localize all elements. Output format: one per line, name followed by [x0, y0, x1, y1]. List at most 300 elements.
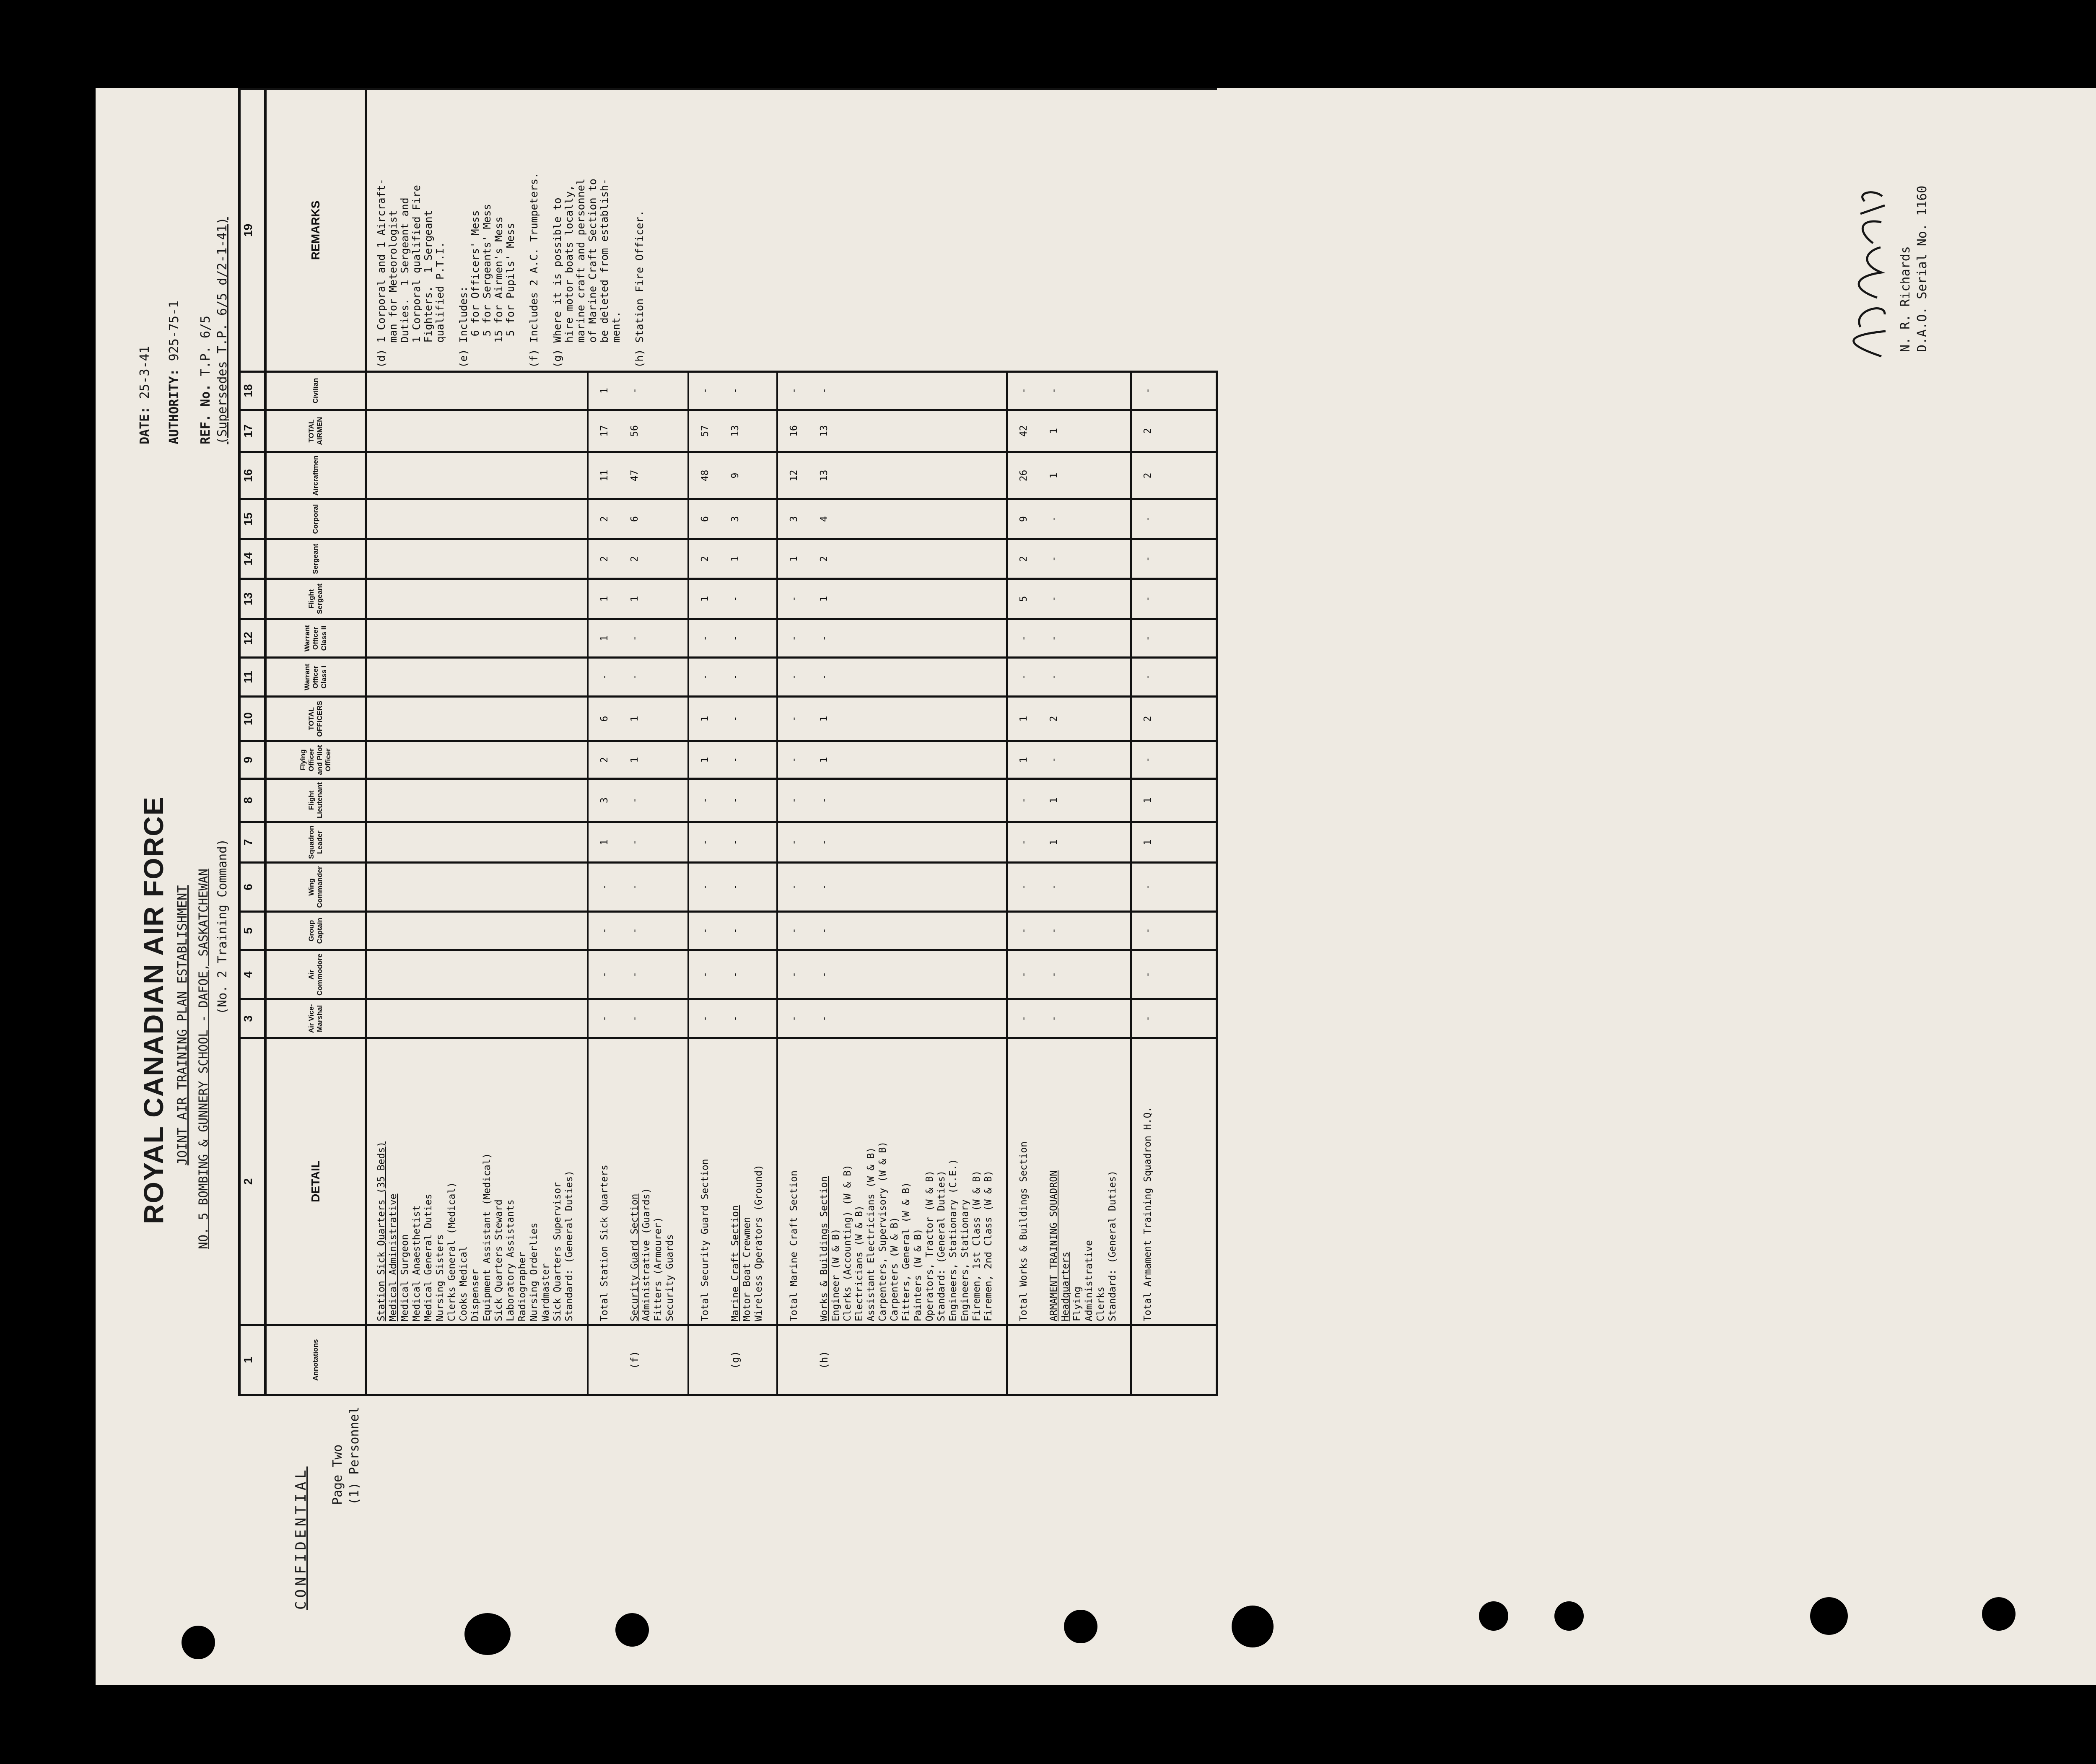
- total-value: 1: [588, 579, 620, 619]
- total-value: -: [1007, 863, 1040, 911]
- position-title: Medical Surgeon: [399, 1234, 410, 1322]
- value-cell: -: [1040, 619, 1131, 658]
- total-value: -: [777, 822, 810, 863]
- value-cell: [366, 499, 588, 539]
- value-cell: [366, 658, 588, 697]
- position-title: Firemen, 1st Class (W & B): [971, 1170, 982, 1322]
- blank-cell: [1164, 1038, 1217, 1325]
- total-value: 2: [1131, 452, 1164, 499]
- value-cell: [366, 579, 588, 619]
- position-title: Headquarters: [1060, 1251, 1071, 1322]
- total-value: 1: [688, 579, 721, 619]
- value-cell: 1: [1040, 779, 1131, 822]
- date-value: 25-3-41: [137, 346, 152, 399]
- column-header-rank: Air Vice-Marshal: [265, 999, 366, 1038]
- total-value: -: [1007, 911, 1040, 950]
- column-header-rank: Civilian: [265, 371, 366, 410]
- column-number: 19: [239, 89, 265, 372]
- total-value: -: [688, 863, 721, 911]
- total-value: -: [688, 371, 721, 410]
- total-value: -: [1131, 863, 1164, 911]
- total-value: -: [1007, 658, 1040, 697]
- column-number: 7: [239, 822, 265, 863]
- blank-cell: [1164, 999, 1217, 1038]
- blank-cell: [1164, 822, 1217, 863]
- column-header-rank: Wing Commander: [265, 863, 366, 911]
- total-value: 26: [1007, 452, 1040, 499]
- total-value: -: [1007, 950, 1040, 999]
- value-cell: 13: [810, 410, 1007, 452]
- total-value: -: [1131, 619, 1164, 658]
- establishment-table: [238, 88, 1218, 1396]
- column-number: 16: [239, 452, 265, 499]
- blank-cell: [1164, 1325, 1217, 1395]
- total-value: -: [1131, 371, 1164, 410]
- value-cell: 1: [810, 696, 1007, 741]
- value-cell: -: [1040, 499, 1131, 539]
- blank-cell: [1164, 410, 1217, 452]
- total-value: 5: [1007, 579, 1040, 619]
- value-cell: -: [1040, 741, 1131, 779]
- value-cell: [366, 371, 588, 410]
- total-value: 1: [1131, 822, 1164, 863]
- supersedes-note: (Supersedes T.P. 6/5 d/2-1-41): [215, 217, 230, 444]
- total-label: Total Station Sick Quarters: [588, 1038, 620, 1325]
- position-title: Radiographer: [517, 1251, 528, 1322]
- value-cell: -: [721, 863, 777, 911]
- column-header-rank: Flight Sergeant: [265, 579, 366, 619]
- total-value: -: [1007, 371, 1040, 410]
- total-value: -: [688, 779, 721, 822]
- position-title: Cooks Medical: [458, 1246, 469, 1322]
- value-cell: -: [810, 911, 1007, 950]
- value-cell: -: [620, 619, 688, 658]
- total-value: -: [1007, 999, 1040, 1038]
- column-number: 17: [239, 410, 265, 452]
- value-cell: [366, 822, 588, 863]
- value-cell: [366, 619, 588, 658]
- value-cell: 9: [721, 452, 777, 499]
- total-value: 6: [688, 499, 721, 539]
- value-cell: [366, 999, 588, 1038]
- position-title: Electricians (W & B): [854, 1205, 865, 1322]
- value-cell: 1: [1040, 452, 1131, 499]
- value-cell: 1: [620, 741, 688, 779]
- total-value: 2: [1007, 539, 1040, 578]
- detail-cell: [620, 1038, 688, 1325]
- column-header-rank: Group Captain: [265, 911, 366, 950]
- value-cell: -: [1040, 371, 1131, 410]
- value-cell: -: [810, 822, 1007, 863]
- total-value: -: [1131, 950, 1164, 999]
- column-number: 2: [239, 1038, 265, 1325]
- value-cell: 1: [1040, 822, 1131, 863]
- total-value: 1: [688, 741, 721, 779]
- value-cell: -: [620, 658, 688, 697]
- position-title: Dispenser: [470, 1269, 481, 1322]
- total-value: 2: [1131, 696, 1164, 741]
- total-value: -: [777, 863, 810, 911]
- total-value: 2: [1131, 410, 1164, 452]
- position-title: Fitters, General (W & B): [901, 1182, 912, 1322]
- page-number: Page Two: [330, 1444, 345, 1505]
- total-value: 3: [777, 499, 810, 539]
- column-header-rank: TOTAL AIRMEN: [265, 410, 366, 452]
- total-value: -: [1131, 499, 1164, 539]
- value-cell: 4: [810, 499, 1007, 539]
- annotation-cell: [688, 1325, 721, 1395]
- blank-cell: [1164, 658, 1217, 697]
- position-title: Firemen, 2nd Class (W & B): [983, 1170, 994, 1322]
- blank-cell: [1164, 779, 1217, 822]
- value-cell: -: [810, 619, 1007, 658]
- position-title: Medical General Duties: [423, 1193, 434, 1322]
- total-value: -: [777, 779, 810, 822]
- column-header-rank: Corporal: [265, 499, 366, 539]
- punch-hole: [464, 1613, 511, 1655]
- total-value: -: [1007, 822, 1040, 863]
- position-title: Standard: (General Duties): [564, 1170, 575, 1322]
- detail-cell: [1040, 1038, 1131, 1325]
- total-value: 1: [777, 539, 810, 578]
- position-title: Engineers, Stationary: [960, 1199, 970, 1322]
- value-cell: [366, 950, 588, 999]
- punch-hole: [1232, 1606, 1274, 1647]
- annotation-cell: [366, 1325, 588, 1395]
- authority-value: 925-75-1: [167, 300, 182, 361]
- value-cell: -: [1040, 999, 1131, 1038]
- position-title: Equipment Assistant (Medical): [482, 1153, 493, 1322]
- value-cell: 2: [1040, 696, 1131, 741]
- total-value: -: [588, 863, 620, 911]
- value-cell: -: [1040, 658, 1131, 697]
- section-heading: Security Guard Section: [629, 1193, 640, 1322]
- section-heading: ARMAMENT TRAINING SQUADRON: [1048, 1170, 1059, 1322]
- value-cell: 47: [620, 452, 688, 499]
- total-value: 12: [777, 452, 810, 499]
- annotation-cell: (g): [721, 1325, 777, 1395]
- total-value: -: [688, 822, 721, 863]
- blank-cell: [1164, 863, 1217, 911]
- column-number: 1: [239, 1325, 265, 1395]
- position-title: Administrative: [1084, 1240, 1095, 1322]
- position-title: Carpenters, Supervisory (W & B): [877, 1141, 888, 1322]
- value-cell: 1: [620, 696, 688, 741]
- column-number: 11: [239, 658, 265, 697]
- blank-cell: [1164, 539, 1217, 578]
- reference-field: [198, 316, 213, 444]
- position-title: Medical Anaesthetist: [411, 1205, 422, 1322]
- value-cell: -: [1040, 579, 1131, 619]
- page-subtitle: JOINT AIR TRAINING PLAN ESTABLISHMENT: [175, 885, 190, 1165]
- column-header-rank: Warrant Officer Class II: [265, 619, 366, 658]
- total-value: 2: [588, 539, 620, 578]
- date-label: DATE:: [137, 406, 152, 444]
- column-number: 15: [239, 499, 265, 539]
- position-title: Clerks General (Medical): [446, 1182, 457, 1322]
- column-header-annotations: Annotations: [265, 1325, 366, 1395]
- value-cell: 13: [810, 452, 1007, 499]
- total-value: 6: [588, 696, 620, 741]
- value-cell: [366, 863, 588, 911]
- punch-hole: [1982, 1597, 2016, 1631]
- column-header-rank: Air Commodore: [265, 950, 366, 999]
- value-cell: 2: [620, 539, 688, 578]
- column-number-row: [239, 89, 265, 1395]
- value-cell: -: [620, 371, 688, 410]
- value-cell: [366, 539, 588, 578]
- total-label: Total Armament Training Squadron H.Q.: [1131, 1038, 1164, 1325]
- total-value: -: [688, 619, 721, 658]
- total-value: -: [777, 911, 810, 950]
- blank-cell: [1164, 371, 1217, 410]
- column-header-rank: Squadron Leader: [265, 822, 366, 863]
- signature-block: [1835, 184, 1930, 361]
- position-title: Wardmaster: [540, 1263, 551, 1322]
- column-header-rank: Sergeant: [265, 539, 366, 578]
- column-header-remarks: REMARKS: [265, 89, 366, 372]
- school-name: NO. 5 BOMBING & GUNNERY SCHOOL - DAFOE, SASKATCHEWAN: [196, 869, 210, 1249]
- total-value: -: [1131, 658, 1164, 697]
- column-header-rank: Aircraftmen: [265, 452, 366, 499]
- value-cell: 1: [810, 741, 1007, 779]
- value-cell: -: [810, 779, 1007, 822]
- value-cell: -: [721, 371, 777, 410]
- punch-hole: [615, 1613, 649, 1647]
- value-cell: -: [721, 696, 777, 741]
- value-cell: 1: [620, 579, 688, 619]
- column-number: 4: [239, 950, 265, 999]
- column-header-rank: Flying Officer and Pilot Officer: [265, 741, 366, 779]
- value-cell: -: [721, 911, 777, 950]
- rotated-page: [96, 88, 2096, 1685]
- document-sheet: [96, 88, 2096, 1685]
- authority-label: AUTHORITY:: [167, 368, 182, 444]
- total-value: 17: [588, 410, 620, 452]
- position-title: Nursing Sisters: [435, 1234, 446, 1322]
- position-title: Fitters (Armourer): [653, 1217, 664, 1322]
- total-value: 16: [777, 410, 810, 452]
- total-value: -: [588, 658, 620, 697]
- total-value: -: [777, 658, 810, 697]
- serial-number: D.A.O. Serial No. 1160: [1915, 185, 1930, 352]
- total-value: 1: [688, 696, 721, 741]
- total-value: 2: [688, 539, 721, 578]
- column-number: 14: [239, 539, 265, 578]
- command-name: (No. 2 Training Command): [215, 838, 229, 1014]
- blank-cell: [1164, 579, 1217, 619]
- value-cell: [366, 741, 588, 779]
- value-cell: -: [1040, 863, 1131, 911]
- column-number: 5: [239, 911, 265, 950]
- value-cell: -: [620, 779, 688, 822]
- blank-cell: [1164, 619, 1217, 658]
- value-cell: -: [620, 863, 688, 911]
- blank-cell: [1164, 741, 1217, 779]
- column-number: 8: [239, 779, 265, 822]
- position-title: Engineers, Stationary (C.E.): [948, 1159, 959, 1322]
- total-value: 57: [688, 410, 721, 452]
- page-title: ROYAL CANADIAN AIR FORCE: [138, 796, 169, 1224]
- total-value: -: [1131, 999, 1164, 1038]
- total-value: -: [777, 371, 810, 410]
- value-cell: 6: [620, 499, 688, 539]
- handwritten-signature: [1835, 184, 1898, 361]
- total-value: -: [777, 950, 810, 999]
- position-title: Operators, Tractor (W & B): [924, 1170, 935, 1322]
- annotation-cell: [588, 1325, 620, 1395]
- value-cell: -: [810, 950, 1007, 999]
- column-number: 18: [239, 371, 265, 410]
- total-value: -: [777, 696, 810, 741]
- position-title: Nursing Orderlies: [529, 1222, 540, 1322]
- position-title: Sick Quarters Steward: [493, 1199, 504, 1322]
- column-label-row: [265, 89, 366, 1395]
- position-title: Security Guards: [664, 1234, 675, 1322]
- position-title: Motor Boat Crewmen: [742, 1217, 752, 1322]
- position-title: Administrative (Guards): [641, 1188, 652, 1322]
- value-cell: -: [721, 741, 777, 779]
- column-number: 12: [239, 619, 265, 658]
- column-number: 6: [239, 863, 265, 911]
- position-title: Clerks (Accounting) (W & B): [842, 1165, 853, 1322]
- detail-cell: [721, 1038, 777, 1325]
- blank-cell: [1164, 950, 1217, 999]
- total-value: -: [1131, 539, 1164, 578]
- classification-label: CONFIDENTIAL: [293, 1466, 309, 1610]
- blank-cell: [1164, 499, 1217, 539]
- detail-cell: [366, 1038, 588, 1325]
- total-value: -: [688, 911, 721, 950]
- annotation-cell: (f): [620, 1325, 688, 1395]
- value-cell: [366, 911, 588, 950]
- value-cell: 56: [620, 410, 688, 452]
- position-title: Standard: (General Duties): [1107, 1170, 1118, 1322]
- column-header-rank: Warrant Officer Class I: [265, 658, 366, 697]
- value-cell: -: [810, 863, 1007, 911]
- total-value: -: [1131, 579, 1164, 619]
- total-value: -: [1007, 619, 1040, 658]
- section-row: [366, 89, 588, 1395]
- value-cell: -: [810, 658, 1007, 697]
- total-value: 1: [588, 371, 620, 410]
- value-cell: -: [1040, 911, 1131, 950]
- position-title: Carpenters (W & B): [889, 1217, 900, 1322]
- position-title: Wireless Operators (Ground): [753, 1165, 764, 1322]
- blank-cell: [1164, 452, 1217, 499]
- annotation-cell: [1007, 1325, 1040, 1395]
- value-cell: -: [810, 999, 1007, 1038]
- value-cell: 1: [1040, 410, 1131, 452]
- column-number: 9: [239, 741, 265, 779]
- total-value: -: [688, 950, 721, 999]
- position-title: Sick Quarters Supervisor: [552, 1182, 563, 1322]
- total-value: 11: [588, 452, 620, 499]
- annotation-cell: (h): [810, 1325, 1007, 1395]
- position-title: Painters (W & B): [913, 1228, 923, 1322]
- authority-field: [167, 301, 182, 444]
- section-label: (1) Personnel: [347, 1406, 362, 1505]
- value-cell: -: [721, 999, 777, 1038]
- value-cell: -: [721, 658, 777, 697]
- value-cell: -: [721, 822, 777, 863]
- total-value: 1: [1131, 779, 1164, 822]
- section-heading: Works & Buildings Section: [819, 1176, 830, 1322]
- reference-label: REF. No.: [198, 384, 213, 444]
- total-value: -: [688, 658, 721, 697]
- value-cell: 3: [721, 499, 777, 539]
- total-value: -: [777, 579, 810, 619]
- total-value: 2: [588, 499, 620, 539]
- position-title: Clerks: [1095, 1287, 1106, 1322]
- total-value: -: [1007, 779, 1040, 822]
- position-title: Medical Administrative: [388, 1193, 399, 1322]
- total-value: 2: [588, 741, 620, 779]
- annotation-cell: [1131, 1325, 1164, 1395]
- total-value: -: [1131, 741, 1164, 779]
- total-value: 1: [1007, 741, 1040, 779]
- value-cell: -: [620, 822, 688, 863]
- total-value: -: [688, 999, 721, 1038]
- punch-hole: [182, 1626, 215, 1659]
- punch-hole: [1554, 1601, 1584, 1631]
- value-cell: -: [1040, 950, 1131, 999]
- column-number: 13: [239, 579, 265, 619]
- total-value: 9: [1007, 499, 1040, 539]
- value-cell: -: [721, 619, 777, 658]
- remarks-cell: (d) 1 Corporal and 1 Aircraft- man for Meteorologist Duties. 1 Sergeant and 1 Corporal qualified Fire Fighters. 1 Sergeant qualified P.T.I. (e) Includes: 6 for Officers' Mess 5 for Sergeants' Mess 15 for Airmen's Mess 5 for Pupils' Mess (f) Includes 2 A.C. Trumpeters. (g) Where it is possible to hire motor boats locally, marine craft and personnel of Marine Craft Section to be deleted from establish- ment. (h) Station Fire Officer.: [366, 89, 1217, 372]
- position-title: Laboratory Assistants: [505, 1199, 516, 1322]
- reference-value: T.P. 6/5: [198, 315, 213, 376]
- section-heading: Marine Craft Section: [730, 1205, 741, 1322]
- signatory-name: N. R. Richards: [1898, 246, 1913, 352]
- value-cell: -: [620, 999, 688, 1038]
- total-value: -: [1131, 911, 1164, 950]
- total-value: -: [777, 999, 810, 1038]
- value-cell: -: [620, 950, 688, 999]
- value-cell: [366, 452, 588, 499]
- total-value: 1: [1007, 696, 1040, 741]
- value-cell: -: [721, 779, 777, 822]
- column-header-rank: Flight Lieutenant: [265, 779, 366, 822]
- value-cell: [366, 410, 588, 452]
- value-cell: 13: [721, 410, 777, 452]
- column-header-detail: DETAIL: [265, 1038, 366, 1325]
- total-value: 3: [588, 779, 620, 822]
- punch-hole: [1810, 1597, 1848, 1635]
- blank-cell: [1164, 696, 1217, 741]
- value-cell: [366, 779, 588, 822]
- value-cell: [366, 696, 588, 741]
- blank-cell: [1164, 911, 1217, 950]
- value-cell: -: [721, 950, 777, 999]
- table-body: [366, 89, 1217, 1395]
- value-cell: -: [810, 371, 1007, 410]
- value-cell: 1: [721, 539, 777, 578]
- value-cell: -: [1040, 539, 1131, 578]
- total-label: Total Works & Buildings Section: [1007, 1038, 1040, 1325]
- total-value: -: [777, 619, 810, 658]
- section-heading: Station Sick Quarters (35 Beds): [376, 1141, 387, 1322]
- position-title: Engineer (W & B): [830, 1228, 841, 1322]
- position-title: Standard: (General Duties): [936, 1170, 947, 1322]
- position-title: Flying: [1072, 1287, 1083, 1322]
- total-value: -: [777, 741, 810, 779]
- total-value: -: [588, 999, 620, 1038]
- value-cell: 1: [810, 579, 1007, 619]
- detail-cell: [810, 1038, 1007, 1325]
- column-number: 10: [239, 696, 265, 741]
